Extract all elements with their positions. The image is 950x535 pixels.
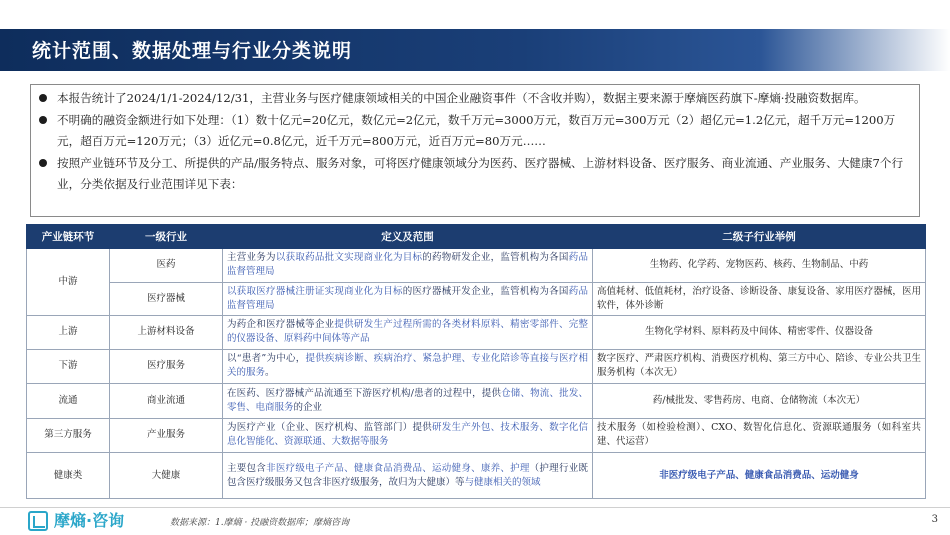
stage-cell: 上游 bbox=[27, 316, 110, 350]
industry-cell: 上游材料设备 bbox=[110, 316, 223, 350]
header-definition: 定义及范围 bbox=[223, 225, 593, 249]
intro-bullet-text: 本报告统计了2024/1/1-2024/12/31，主营业务与医疗健康领域相关的中国企业融资事件（不含收并购），数据主要来源于摩熵医药旗下-摩熵·投融资数据库。 bbox=[57, 91, 866, 105]
examples-cell: 生物化学材料、原料药及中间体、精密零件、仪器设备 bbox=[593, 316, 926, 350]
stage-cell: 流通 bbox=[27, 384, 110, 419]
industry-cell: 医疗器械 bbox=[110, 282, 223, 316]
definition-cell: 主要包含非医疗级电子产品、健康食品消费品、运动健身、康养、护理（护理行业既包含医疗级服务又包含非医疗级服务，故归为大健康）等与健康相关的领域 bbox=[223, 453, 593, 499]
intro-bullet-text: 按照产业链环节及分工、所提供的产品/服务特点、服务对象，可将医疗健康领域分为医药、医疗器械、上游材料设备、医疗服务、商业流通、产业服务、大健康7个行业，分类依据及行业范围详见下表： bbox=[57, 155, 904, 191]
definition-cell: 为医疗产业（企业、医疗机构、监管部门）提供研发生产外包、技术服务、数字化信息化智能化、资源联通、大数据等服务 bbox=[223, 418, 593, 453]
examples-cell: 非医疗级电子产品、健康食品消费品、运动健身 bbox=[593, 453, 926, 499]
definition-cell: 为药企和医疗器械等企业提供研发生产过程所需的各类材料原料、精密零部件、完整的仪器设备、原料药中间体等产品 bbox=[223, 316, 593, 350]
data-source-note: 数据来源：1.摩熵 · 投融资数据库；摩熵咨询 bbox=[170, 518, 350, 528]
examples-cell: 数字医疗、严肃医疗机构、消费医疗机构、第三方中心、陪诊、专业公共卫生服务机构（本次无） bbox=[593, 349, 926, 384]
table-row bbox=[27, 453, 926, 499]
bullet-dot-icon bbox=[39, 94, 47, 102]
definition-cell: 主营业务为以获取药品批文实现商业化为目标的药物研发企业，监管机构为各国药品监督管理局 bbox=[223, 249, 593, 283]
header-examples: 二级子行业举例 bbox=[593, 225, 926, 249]
table-row bbox=[27, 384, 926, 419]
logo bbox=[28, 510, 178, 532]
intro-bullet-text: 不明确的融资金额进行如下处理：（1）数十亿元=20亿元，数亿元=2亿元，数千万元=3000万元，数百万元=300万元（2）超亿元=1.2亿元，超千万元=1200万元，超百万元=120万元；（3）近亿元=0.8亿元，近千万元=800万元，近百万元=80万元…… bbox=[57, 112, 896, 148]
logo-text: 摩熵·咨询 bbox=[54, 511, 125, 530]
header-stage: 产业链环节 bbox=[27, 225, 110, 249]
stage-cell: 下游 bbox=[27, 349, 110, 384]
stage-cell: 第三方服务 bbox=[27, 418, 110, 453]
table-row bbox=[27, 249, 926, 283]
header-industry: 一级行业 bbox=[110, 225, 223, 249]
stage-cell: 中游 bbox=[27, 249, 110, 316]
industry-cell: 医疗服务 bbox=[110, 349, 223, 384]
intro-bullet bbox=[39, 153, 911, 196]
industry-cell: 商业流通 bbox=[110, 384, 223, 419]
intro-bullet bbox=[39, 88, 911, 110]
industry-cell: 产业服务 bbox=[110, 418, 223, 453]
table-row bbox=[27, 349, 926, 384]
classification-table bbox=[26, 224, 926, 499]
stage-cell: 健康类 bbox=[27, 453, 110, 499]
logo-mark-icon bbox=[28, 511, 48, 531]
definition-cell: 以“患者”为中心，提供疾病诊断、疾病治疗、紧急护理、专业化陪诊等直接与医疗相关的服务。 bbox=[223, 349, 593, 384]
examples-cell: 药/械批发、零售药房、电商、仓储物流（本次无） bbox=[593, 384, 926, 419]
examples-cell: 生物药、化学药、宠物医药、核药、生物制品、中药 bbox=[593, 249, 926, 283]
industry-cell: 医药 bbox=[110, 249, 223, 283]
industry-cell: 大健康 bbox=[110, 453, 223, 499]
examples-cell: 高值耗材、低值耗材，治疗设备、诊断设备、康复设备、家用医疗器械，医用软件，体外诊断 bbox=[593, 282, 926, 316]
footer-divider bbox=[0, 507, 950, 508]
definition-cell: 以获取医疗器械注册证实现商业化为目标的医疗器械开发企业，监管机构为各国药品监督管理局 bbox=[223, 282, 593, 316]
page-number: 3 bbox=[931, 514, 938, 525]
intro-box bbox=[30, 84, 920, 217]
bullet-dot-icon bbox=[39, 116, 47, 124]
table-row bbox=[27, 418, 926, 453]
table-row bbox=[27, 282, 926, 316]
definition-cell: 在医药、医疗器械产品流通至下游医疗机构/患者的过程中，提供仓储、物流、批发、零售、电商服务的企业 bbox=[223, 384, 593, 419]
page-title: 统计范围、数据处理与行业分类说明 bbox=[32, 40, 353, 62]
table-header-row bbox=[27, 225, 926, 249]
bullet-dot-icon bbox=[39, 159, 47, 167]
intro-bullet bbox=[39, 110, 911, 153]
table-row bbox=[27, 316, 926, 350]
examples-cell: 技术服务（如检验检测）、CXO、数智化信息化、资源联通服务（如科室共建、代运营） bbox=[593, 418, 926, 453]
